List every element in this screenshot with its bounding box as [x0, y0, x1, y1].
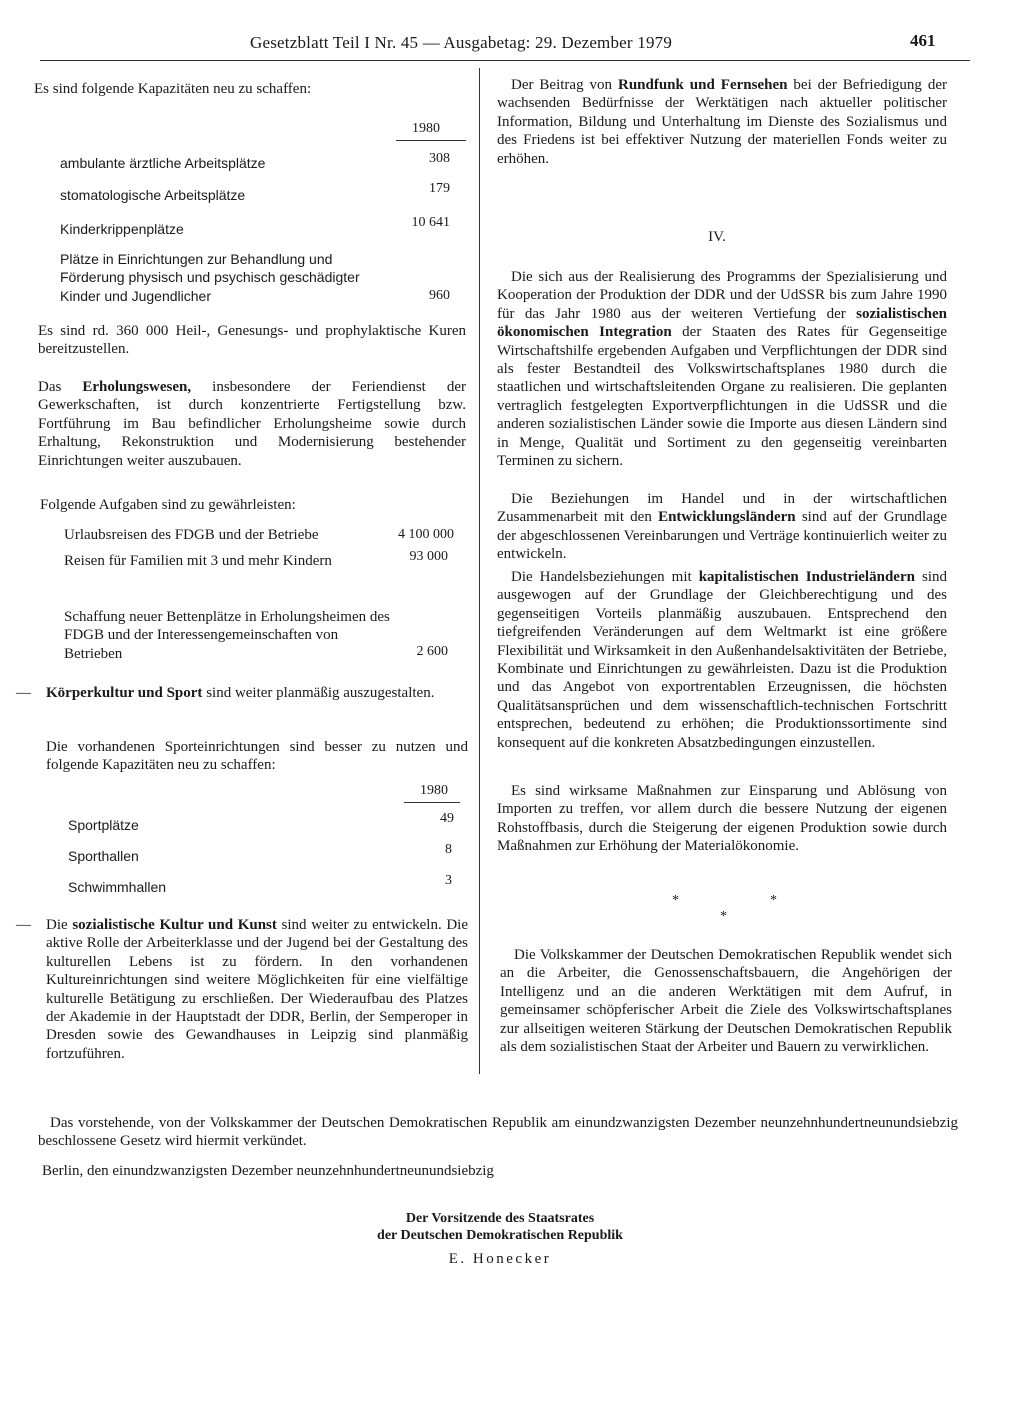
header-rule: [40, 60, 970, 61]
recreation-prefix: Das: [38, 379, 62, 395]
row-label: Sporthallen: [68, 848, 139, 864]
asterisk-divider: *: [720, 909, 727, 924]
radio-prefix: Der Beitrag von: [511, 77, 613, 93]
row-value: 4 100 000: [398, 527, 454, 542]
table-row: [60, 151, 450, 172]
row-value: 179: [429, 181, 450, 196]
page-number: 461: [910, 31, 936, 50]
row-value: 8: [445, 842, 452, 857]
dash-marker: —: [16, 685, 31, 701]
integration-prefix: Die sich aus der Realisierung des Programms der Spezialisierung und Kooperation der Produktion der DDR und der UdSSR bis zum Jahre 1990 für das Jahr 1980 aus der weiteren Vertiefung der: [497, 269, 947, 322]
row-label: Reisen für Familien mit 3 und mehr Kindern: [64, 553, 332, 569]
row-label: Kinderkrippenplätze: [60, 221, 184, 237]
place-date: Berlin, den einundzwanzigsten Dezember neunzehnhundertneunundsiebzig: [42, 1163, 494, 1179]
developing-paragraph: [497, 490, 947, 564]
table-row: [68, 873, 454, 896]
row-label: Schwimmhallen: [68, 879, 167, 895]
row-label: Plätze in Einrichtungen zur Behandlung und Förderung physisch und psychisch geschädigter Kinder und Jugendlicher: [60, 251, 360, 304]
integration-paragraph: [497, 268, 947, 470]
capitalist-rest: sind ausgewogen auf der Grundlage der Gleichberechtigung und des gegenseitigen Vorteils planmäßig auszubauen. Entsprechend den tiefgreifenden Veränderungen auf dem Weltmarkt ist eine größere Flexibilität und Wirksamkeit in den Außenhandelsaktivitäten der Betriebe, Kombinate und Einrichtungen zu gewährleisten. Dazu ist die Produktion und das Angebot von exportrentablen Erzeugnissen, die höchsten Qualitätsansprüchen und dem wissenschaftlich-technischen Fortschritt entsprechen, bedeutend zu erhöhen; die Produktionssortimente sind konsequent auf die konkreten Absatzbedingungen einzustellen.: [497, 569, 947, 751]
recreation-paragraph: [38, 378, 466, 470]
row-label: stomatologische Arbeitsplätze: [60, 187, 246, 203]
table2-year-header: 1980: [420, 783, 448, 798]
cures-paragraph: Es sind rd. 360 000 Heil-, Genesungs- und prophylaktische Kuren bereitzustellen.: [38, 323, 466, 358]
developing-bold: Entwicklungsländern: [658, 509, 796, 526]
header-title: Gesetzblatt Teil I Nr. 45 — Ausgabetag: 29. Dezember 1979: [250, 33, 673, 52]
table2-header-rule: [404, 802, 460, 803]
capacities-intro: Es sind folgende Kapazitäten neu zu schaffen:: [34, 81, 312, 97]
page-header: [30, 28, 970, 62]
integration-bold: sozialistischen ökonomischen Integration: [497, 305, 948, 341]
row-value: 960: [429, 287, 450, 303]
sport-paragraph: [16, 684, 468, 702]
dash-marker: —: [16, 917, 31, 933]
imports-paragraph: Es sind wirksame Maßnahmen zur Einsparung und Ablösung von Importen zu treffen, vor allem durch die bessere Nutzung der eigenen Rohstoffbasis, durch die Steigerung der eigenen Produktion sowie durch Maßnahmen zur Erhöhung der Materialökonomie.: [497, 783, 947, 855]
row-value: 49: [440, 811, 454, 826]
signatory-title-2: der Deutschen Demokratischen Republik: [377, 1228, 623, 1243]
row-label: ambulante ärztliche Arbeitsplätze: [60, 155, 266, 171]
row-label: Schaffung neuer Bettenplätze in Erholungsheimen des FDGB und der Interessengemeinschaften von Betrieben: [64, 609, 390, 662]
developing-rest: sind auf der Grundlage der abgeschlossenen Vereinbarungen und Verträge kontinuierlich weiter zu entwickeln.: [497, 509, 948, 563]
sport-bold: Körperkultur und Sport: [46, 685, 203, 701]
section-heading: IV.: [708, 229, 726, 245]
radio-rest: bei der Befriedigung der wachsenden Bedürfnisse der Werktätigen nach aktueller politischer Information, Bildung und Unterhaltung im Dienste des Sozialismus und des Friedens ist bei effektiver Nutzung der materiellen Fonds weiter zu erhöhen.: [497, 77, 948, 167]
appeal-paragraph: Die Volkskammer der Deutschen Demokratischen Republik wendet sich an die Arbeiter, die Genossenschaftsbauern, die Angehörigen der Intelligenz und an die anderen Werktätigen mit dem Aufruf, in gemeinsamer schöpferischer Arbeit die Ziele des Volkswirtschaftsplanes zur allseitigen weiteren Stärkung der Deutschen Demokratischen Republik als dem sozialistischen Staat der Arbeiter und Bauern zu verwirklichen.: [500, 947, 952, 1056]
recreation-rest: insbesondere der Feriendienst der Gewerkschaften, ist durch konzentrierte Fertigstellung bzw. Fortführung im Bau befindlicher Erholungsheime sowie durch Erhaltung, Rekonstruktion und Modernisierung bestehender Einrichtungen weiter auszubauen.: [38, 379, 467, 469]
sport-facilities-paragraph: Die vorhandenen Sporteinrichtungen sind besser zu nutzen und folgende Kapazitäten neu zu schaffen:: [46, 739, 468, 774]
sport-text: [46, 684, 468, 702]
table1-header-rule: [396, 140, 466, 141]
row-value: 2 600: [416, 643, 448, 659]
tasks-intro: Folgende Aufgaben sind zu gewährleisten:: [40, 497, 296, 513]
table-row: [60, 181, 450, 204]
row-value: 308: [429, 151, 450, 166]
radio-bold: Rundfunk und Fernsehen: [617, 77, 788, 93]
radio-paragraph: [497, 76, 947, 168]
capitalist-paragraph: [497, 568, 947, 752]
table-row: [64, 549, 454, 570]
promulgation-paragraph: Das vorstehende, von der Volkskammer der Deutschen Demokratischen Republik am einundzwanzigsten Dezember neunzehnhundertneunundsiebzig beschlossene Gesetz wird hiermit verkündet.: [38, 1115, 958, 1150]
culture-paragraph: [16, 916, 469, 1063]
row-value: 93 000: [409, 549, 448, 564]
table1-year-header: 1980: [412, 121, 440, 136]
developing-prefix: Die Beziehungen im Handel und in der wirtschaftlichen Zusammenarbeit mit den: [497, 491, 947, 526]
column-divider: [479, 68, 480, 1074]
row-label: Sportplätze: [68, 817, 139, 833]
row-value: 3: [445, 873, 452, 888]
culture-text: [46, 916, 468, 1063]
asterisk-divider: *: [770, 893, 777, 908]
row-label: Urlaubsreisen des FDGB und der Betriebe: [64, 527, 319, 543]
signatory-name: E. Honecker: [448, 1251, 552, 1267]
sport-rest: sind weiter planmäßig auszugestalten.: [206, 685, 435, 701]
table-row: [68, 842, 454, 865]
table-row: [68, 811, 454, 834]
integration-rest: der Staaten des Rates für Gegenseitige Wirtschaftshilfe ergebenden Aufgaben und Verpflichtungen der DDR sind als fester Bestandteil des Volkswirtschaftsplanes 1980 durch die staatlichen und wirtschaftsleitenden Organe zu realisieren. Die geplanten vertraglich festgelegten Exportverpflichtungen in die UdSSR und die anderen sozialistischen Länder sowie die Importe aus diesen Ländern sind in Menge, Qualität und Sortiment zu den gegenseitig vereinbarten Terminen zu sichern.: [497, 324, 947, 470]
table-row: [60, 215, 450, 238]
capitalist-bold: kapitalistischen Industrieländern: [698, 569, 915, 585]
asterisk-divider: *: [672, 893, 679, 908]
table-row: [60, 250, 450, 305]
capitalist-prefix: Die Handelsbeziehungen mit: [511, 569, 692, 585]
recreation-bold: Erholungswesen,: [82, 379, 192, 395]
row-value: 10 641: [411, 215, 450, 230]
culture-rest: sind weiter zu entwickeln. Die aktive Rolle der Arbeiterklasse und der Jugend bei der Gestaltung des kulturellen Lebens ist zu fördern. In den vorhandenen Kultureinrichtungen sind weitere Möglichkeiten für eine vielfältige kulturelle Betätigung zu erschließen. Der Wiederaufbau des Platzes der Akademie in der Hauptstadt der DDR, Berlin, der Semperoper in Dresden sowie des Gewandhauses in Leipzig sind planmäßig fortzuführen.: [46, 917, 469, 1062]
table-row: [64, 608, 454, 663]
culture-prefix: Die: [46, 917, 68, 933]
signatory-title-1: Der Vorsitzende des Staatsrates: [405, 1211, 595, 1226]
culture-bold: sozialistische Kultur und Kunst: [72, 917, 277, 933]
table-row: [64, 526, 454, 544]
